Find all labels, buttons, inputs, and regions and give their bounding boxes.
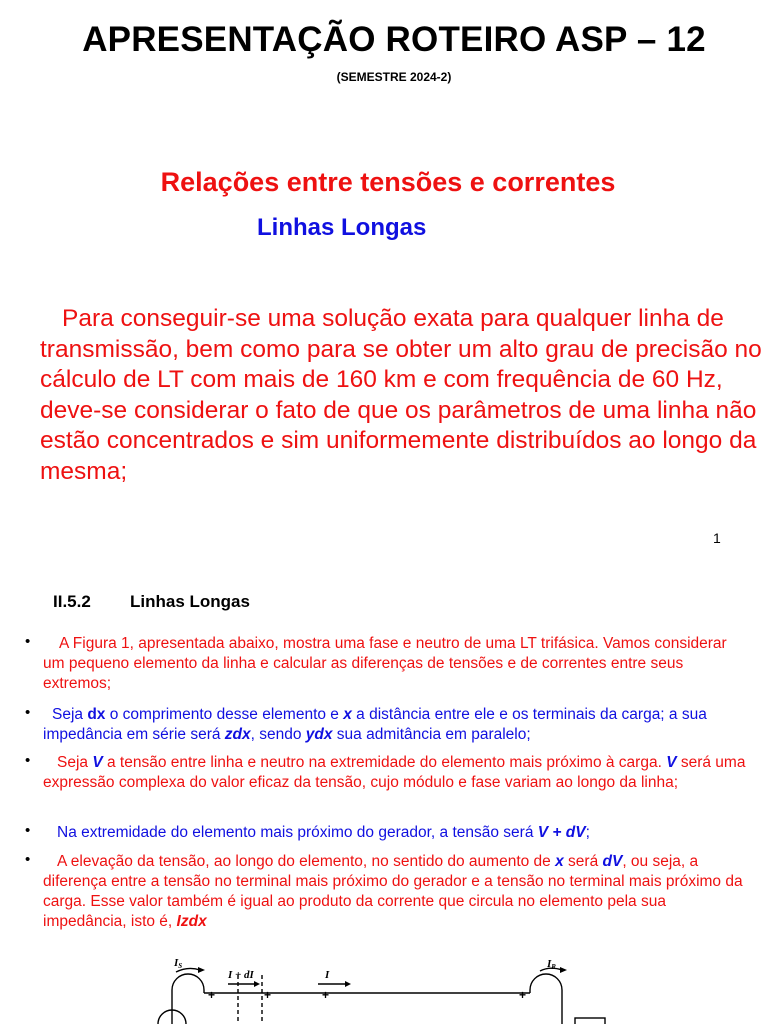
bullet-dot-icon: • (25, 633, 31, 650)
section-title: Linhas Longas (130, 592, 250, 611)
bullet-3-text: será uma expressão complexa do valor eficaz da tensão, cujo módulo e fase variam ao longo da linha; (43, 754, 746, 791)
bullet-2-text: , sendo (250, 726, 306, 743)
label-i: I (325, 969, 330, 981)
section-heading: Linhas Longas (257, 214, 427, 241)
intro-text: Para conseguir-se uma solução exata para qualquer linha de transmissão, bem como para se obter um alto grau de precisão no cálculo de LT com mais de 160 km e com frequência de 60 Hz, deve-se considerar o fato de que os parâmetros de uma linha não estão concentrados e sim uniformemente distribuídos ao longo da mesma; (40, 305, 762, 485)
bullet-2-text: o comprimento desse elemento e (105, 706, 344, 723)
slide-subtitle: Relações entre tensões e correntes (160, 167, 616, 197)
bullet-5-text: A elevação da tensão, ao longo do elemento, no sentido do aumento de (57, 853, 556, 870)
label-ir: IR (547, 958, 556, 971)
plus-sign: + (264, 988, 272, 1002)
bullet-5-text: será (563, 853, 603, 870)
arrowhead (254, 981, 260, 987)
load-loop (530, 974, 562, 1024)
label-i-plus-di: I + dI (228, 969, 254, 981)
term-dx: dx (87, 706, 106, 723)
source-loop (172, 974, 204, 1024)
intro-paragraph (40, 304, 765, 487)
term-dV: dV (602, 853, 623, 870)
term-ydx: ydx (305, 726, 333, 743)
bullet-item-5 (25, 852, 751, 932)
bullet-2-text: sua admitância em paralelo; (332, 726, 531, 743)
bullet-1-text: A Figura 1, apresentada abaixo, mostra uma fase e neutro de uma LT trifásica. Vamos considerar um pequeno elemento da linha e calcular as diferenças de tensões e de correntes entre seus extremos; (43, 635, 727, 692)
plus-sign: + (322, 988, 330, 1002)
bullet-dot-icon: • (25, 752, 31, 769)
bullet-3-text: a tensão entre linha e neutro na extremidade do elemento mais próximo à carga. (102, 754, 667, 771)
bullet-item-3 (25, 753, 751, 793)
load-box (575, 1018, 605, 1024)
term-izdx: Izdx (176, 913, 207, 930)
bullet-4-text: ; (585, 824, 590, 841)
arrowhead (560, 967, 567, 973)
page-number: 1 (713, 530, 721, 546)
bullet-item-2 (25, 705, 751, 745)
section-number: II.5.2 (53, 592, 91, 611)
plus-sign: + (208, 988, 216, 1002)
term-zdx: zdx (224, 726, 251, 743)
page-title: APRESENTAÇÃO ROTEIRO ASP – 12 (82, 20, 706, 59)
transmission-line-figure (0, 950, 768, 1024)
bullet-item-1 (25, 634, 751, 694)
term-x: x (555, 853, 564, 870)
bullet-2-text: Seja (52, 706, 88, 723)
bullet-4-text: Na extremidade do elemento mais próximo do gerador, a tensão será (57, 824, 538, 841)
term-x: x (343, 706, 352, 723)
bullet-dot-icon: • (25, 822, 31, 839)
bullet-5-text: , ou seja, a diferença entre a tensão no terminal mais próximo do gerador e a tensão no terminal mais próximo da carga. Esse valor também é igual ao produto da corrente que circula no elemento pela sua impedância, isto é, (43, 853, 743, 930)
semester-label: (SEMESTRE 2024-2) (336, 70, 452, 84)
bullet-3-text: Seja (57, 754, 93, 771)
bullet-2-text: a distância entre ele e os terminais da carga; a sua impedância em série será (43, 706, 707, 743)
term-V: V (92, 754, 103, 771)
label-is: IS (174, 957, 183, 970)
bullet-dot-icon: • (25, 704, 31, 721)
term-V: V (666, 754, 677, 771)
arrowhead (198, 967, 205, 973)
term-v-plus-dv: V + dV (537, 824, 586, 841)
arrowhead (345, 981, 351, 987)
plus-sign: + (519, 988, 527, 1002)
bullet-dot-icon: • (25, 851, 31, 868)
bullet-item-4 (25, 823, 751, 843)
